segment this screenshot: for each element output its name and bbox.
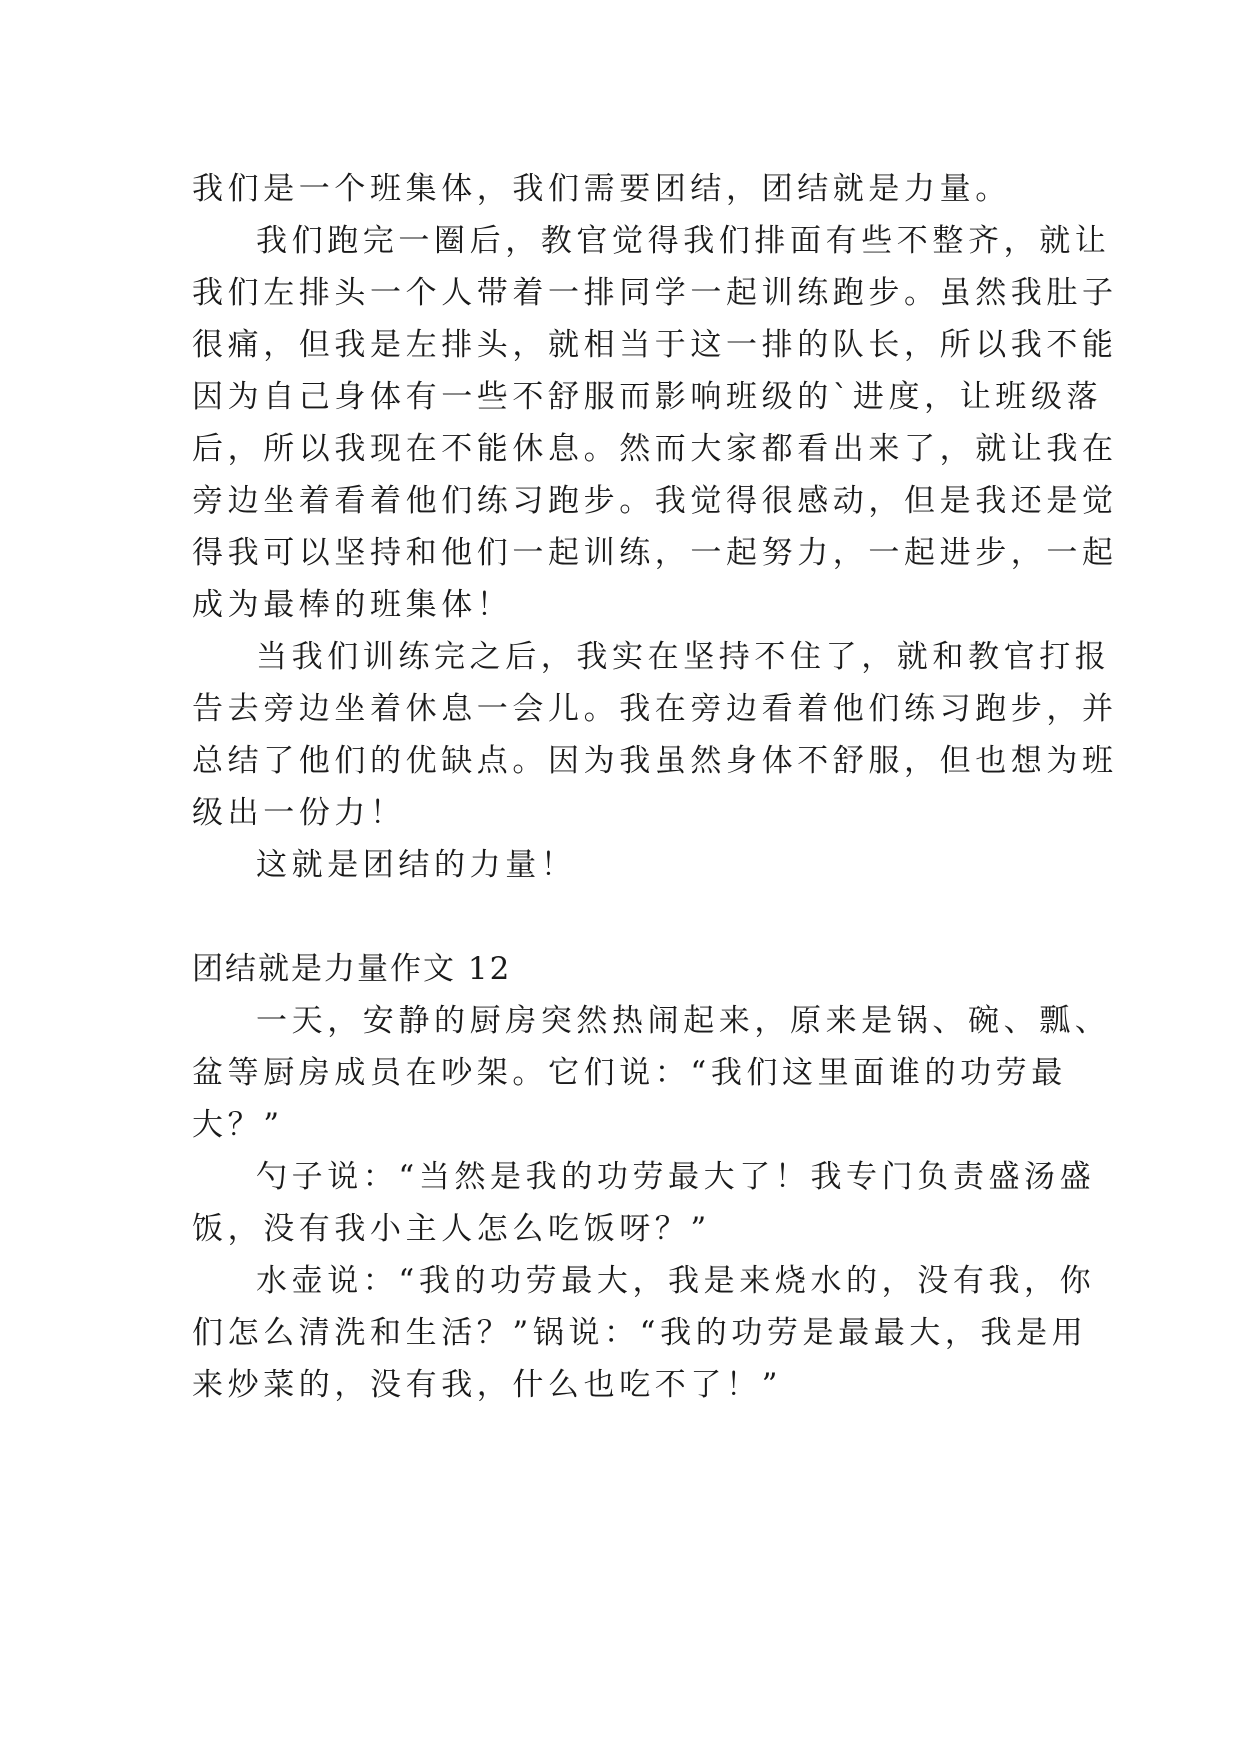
paragraph-line: 级出一份力！ xyxy=(192,795,406,831)
paragraph-line: 们怎么清洗和生活？”锅说：“我的功劳是最最大，我是用 xyxy=(192,1315,1088,1351)
paragraph-line: 大？” xyxy=(192,1107,284,1143)
paragraph-line: 因为自己身体有一些不舒服而影响班级的`进度，让班级落 xyxy=(192,379,1103,415)
essay-heading: 团结就是力量作文 12 xyxy=(192,951,512,987)
paragraph-line: 得我可以坚持和他们一起训练，一起努力，一起进步，一起 xyxy=(192,535,1118,571)
paragraph-line: 当我们训练完之后，我实在坚持不住了，就和教官打报 xyxy=(256,639,1111,675)
paragraph-line: 我们左排头一个人带着一排同学一起训练跑步。虽然我肚子 xyxy=(192,275,1118,311)
paragraph-line: 水壶说：“我的功劳最大，我是来烧水的，没有我，你 xyxy=(256,1263,1096,1299)
paragraph-line: 我们跑完一圈后，教官觉得我们排面有些不整齐，就让 xyxy=(256,223,1111,259)
paragraph-line: 勺子说：“当然是我的功劳最大了！我专门负责盛汤盛 xyxy=(256,1159,1096,1195)
paragraph-line: 告去旁边坐着休息一会儿。我在旁边看着他们练习跑步，并 xyxy=(192,691,1118,727)
paragraph-line: 我们是一个班集体，我们需要团结，团结就是力量。 xyxy=(192,171,1011,207)
paragraph-line: 成为最棒的班集体！ xyxy=(192,587,513,623)
paragraph-line: 总结了他们的优缺点。因为我虽然身体不舒服，但也想为班 xyxy=(192,743,1118,779)
paragraph-line: 旁边坐着看着他们练习跑步。我觉得很感动，但是我还是觉 xyxy=(192,483,1118,519)
paragraph-line: 很痛，但我是左排头，就相当于这一排的队长，所以我不能 xyxy=(192,327,1118,363)
paragraph-line: 盆等厨房成员在吵架。它们说：“我们这里面谁的功劳最 xyxy=(192,1055,1067,1091)
paragraph-line: 这就是团结的力量！ xyxy=(256,847,577,883)
paragraph-line: 一天，安静的厨房突然热闹起来，原来是锅、碗、瓢、 xyxy=(256,1003,1111,1039)
paragraph-line: 后，所以我现在不能休息。然而大家都看出来了，就让我在 xyxy=(192,431,1118,467)
paragraph-line: 饭，没有我小主人怎么吃饭呀？” xyxy=(192,1211,711,1247)
paragraph-line: 来炒菜的，没有我，什么也吃不了！” xyxy=(192,1367,783,1403)
